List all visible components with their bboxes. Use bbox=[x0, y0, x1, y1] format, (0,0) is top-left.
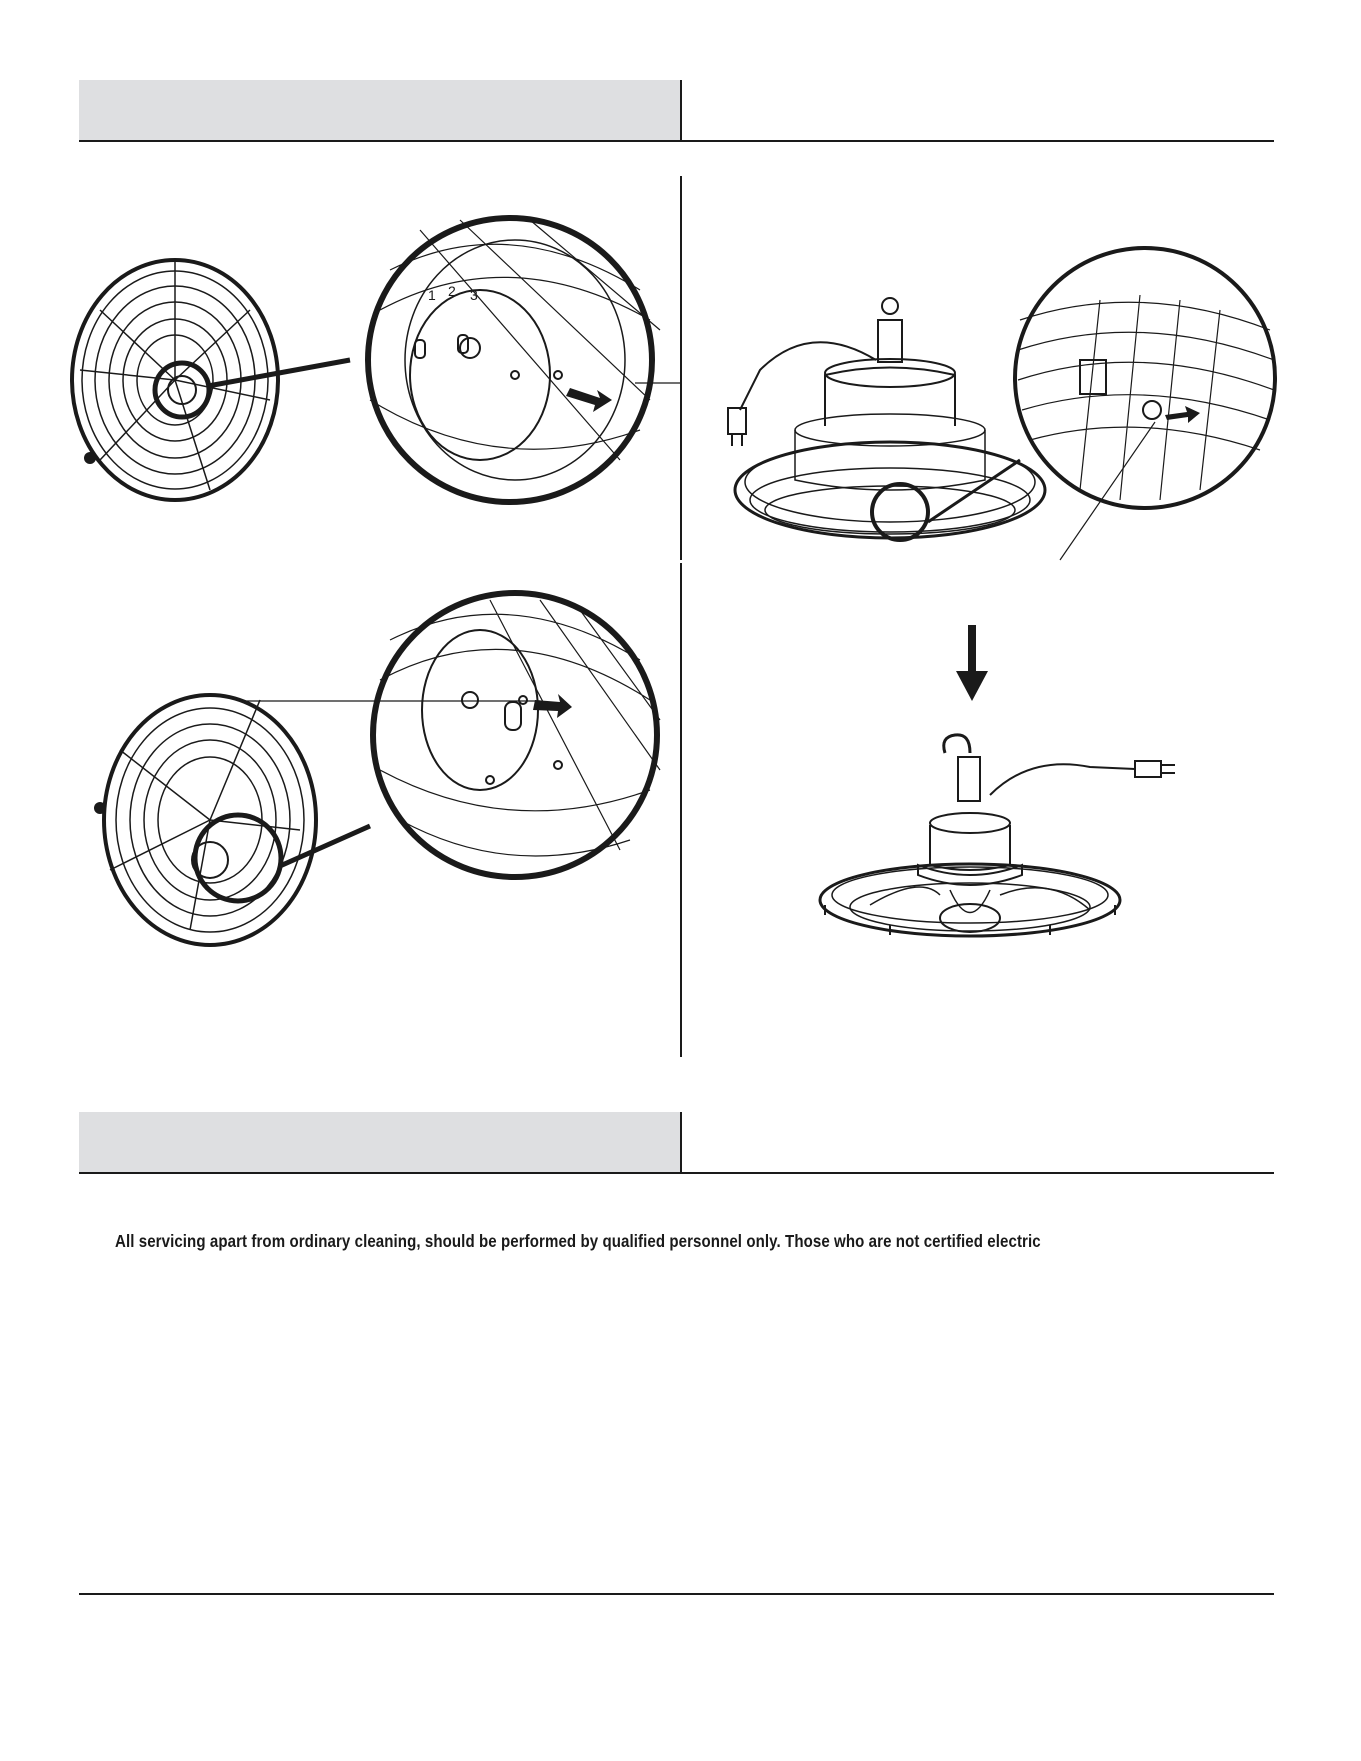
section-1-header bbox=[79, 80, 1274, 142]
svg-text:3: 3 bbox=[470, 287, 478, 303]
hook-icon bbox=[944, 735, 970, 753]
arrow-right-icon bbox=[1165, 406, 1200, 423]
detail-magnifier-icon bbox=[1015, 248, 1275, 508]
figure-rear-guard-removal bbox=[60, 570, 740, 970]
zoom-connector-line-3 bbox=[928, 460, 1020, 522]
ceiling-fan-icon bbox=[728, 298, 1045, 540]
section-2-header bbox=[79, 1112, 1274, 1174]
footer-rule bbox=[79, 1593, 1274, 1595]
arrow-right-icon bbox=[566, 388, 612, 412]
section-1-header-divider bbox=[680, 80, 682, 142]
svg-text:2: 2 bbox=[448, 283, 456, 299]
section-2-header-rule bbox=[79, 1172, 1274, 1174]
svg-text:1: 1 bbox=[428, 287, 436, 303]
section-2-header-shade bbox=[79, 1112, 680, 1174]
servicing-warning-text: All servicing apart from ordinary cleaning, should be performed by qualified personnel only. Those who are not certified electric bbox=[115, 1231, 1041, 1251]
power-plug-icon bbox=[1135, 761, 1175, 777]
detail-magnifier-icon bbox=[368, 218, 660, 502]
section-1-header-shade bbox=[79, 80, 680, 142]
section-1-header-rule bbox=[79, 140, 1274, 142]
zoom-connector-line-2 bbox=[280, 826, 370, 866]
figure-ceiling-fan-assembled bbox=[830, 725, 1190, 985]
arrow-down-icon bbox=[952, 625, 992, 705]
figure-ceiling-fan-guard bbox=[700, 260, 1300, 590]
section-2-header-divider bbox=[680, 1112, 682, 1174]
power-plug-icon bbox=[728, 408, 746, 446]
fan-rear-guard-icon bbox=[94, 695, 316, 945]
detail-magnifier-icon bbox=[373, 593, 660, 877]
callout-line-3 bbox=[1060, 422, 1155, 560]
